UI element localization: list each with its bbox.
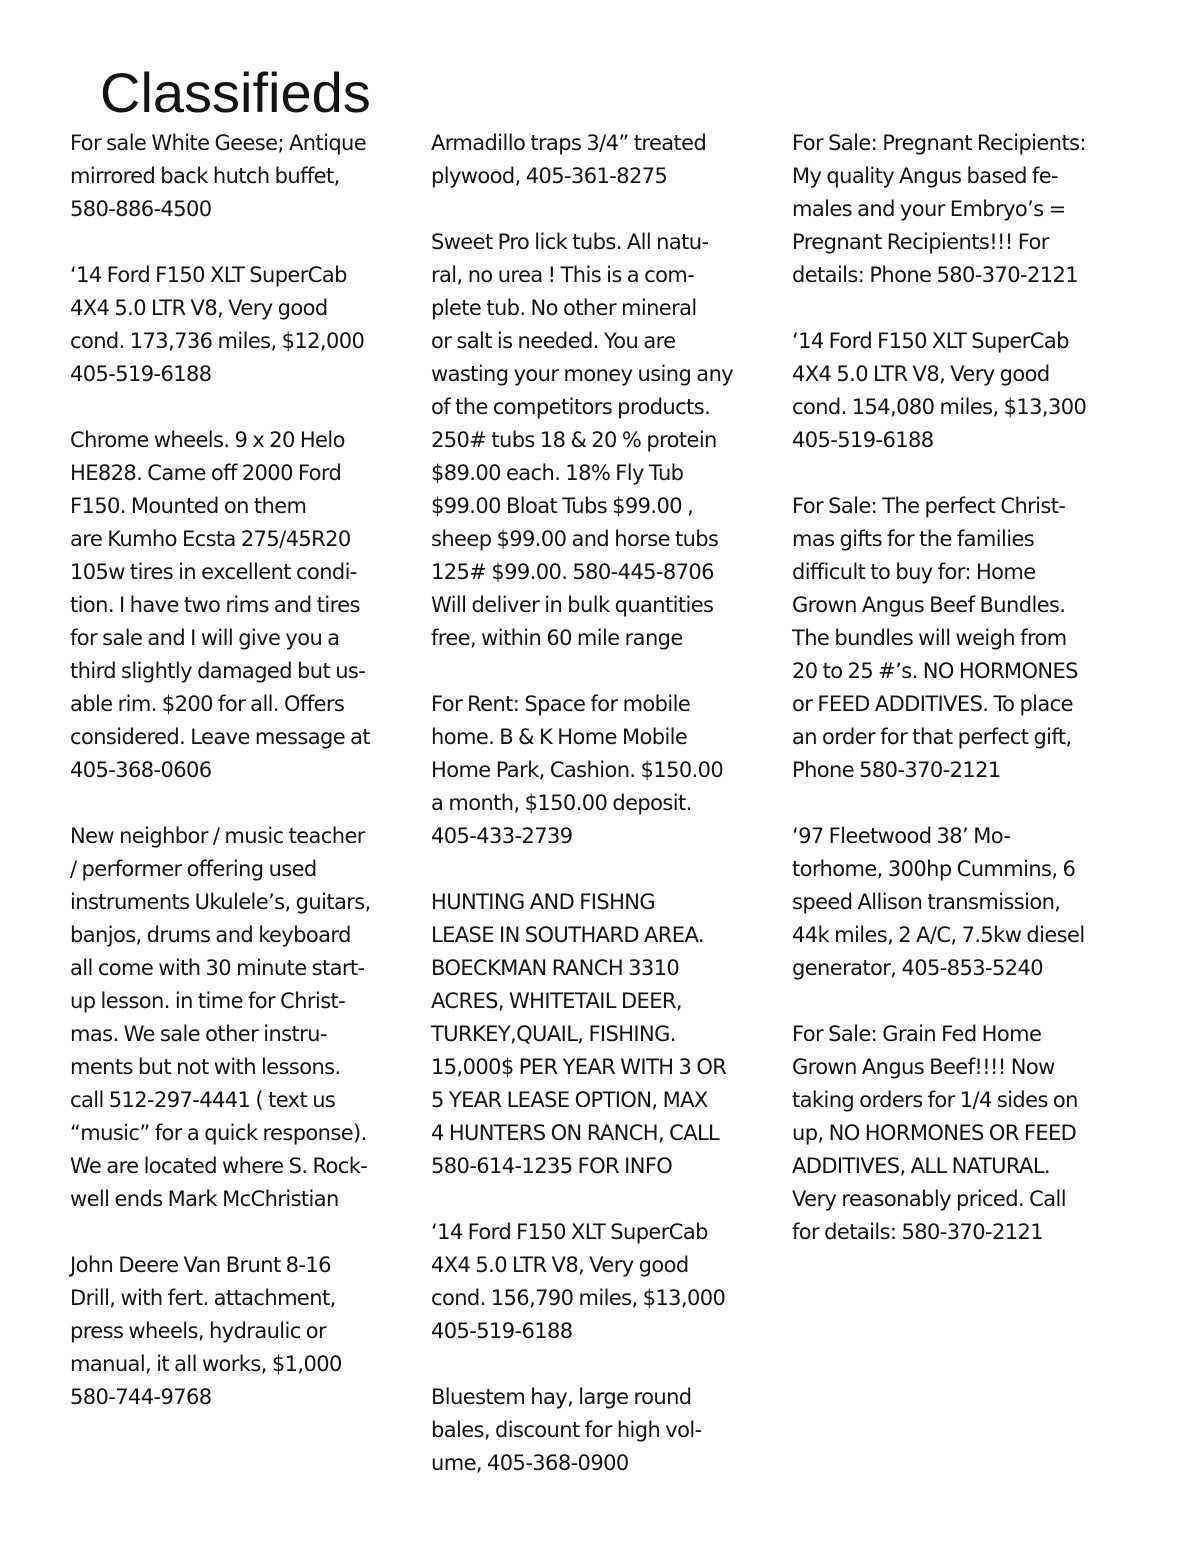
classifieds-column-3	[792, 127, 1142, 1282]
classified-ad: ‘97 Fleetwood 38’ Mo- torhome, 300hp Cummins, 6 speed Allison transmission, 44k miles, 2 A/C, 7.5kw diesel generator, 405-853-5240	[792, 824, 1085, 980]
classifieds-column-1	[70, 127, 420, 1447]
page-title: Classifieds	[100, 61, 371, 124]
classified-ad: Armadillo traps 3/4” treated plywood, 405-361-8275	[431, 131, 707, 188]
classified-ad: ‘14 Ford F150 XLT SuperCab 4X4 5.0 LTR V8, Very good cond. 156,790 miles, $13,000 405-519-6188	[431, 1220, 726, 1343]
classified-ad: ‘14 Ford F150 XLT SuperCab 4X4 5.0 LTR V8, Very good cond. 154,080 miles, $13,300 405-519-6188	[792, 329, 1087, 452]
classified-ad: For sale White Geese; Antique mirrored back hutch buffet, 580-886-4500	[70, 131, 367, 221]
classified-ad: ‘14 Ford F150 XLT SuperCab 4X4 5.0 LTR V8, Very good cond. 173,736 miles, $12,000 405-519-6188	[70, 263, 365, 386]
classified-ad: Sweet Pro lick tubs. All natu- ral, no urea ! This is a com- plete tub. No other mineral or salt is needed. You are wasting your money using any of the competitors products. 250# tubs 18 & 20 % protein $89.00 each. 18% Fly Tub $99.00 Bloat Tubs $99.00 , sheep $99.00 and horse tubs 125# $99.00. 580-445-8706 Will deliver in bulk quantities free, within 60 mile range	[431, 230, 734, 650]
classified-ad: John Deere Van Brunt 8-16 Drill, with fert. attachment, press wheels, hydraulic or manual, it all works, $1,000 580-744-9768	[70, 1253, 342, 1409]
classified-ad: HUNTING AND FISHNG LEASE IN SOUTHARD AREA. BOECKMAN RANCH 3310 ACRES, WHITETAIL DEER, TURKEY,QUAIL, FISHING. 15,000$ PER YEAR WITH 3 OR 5 YEAR LEASE OPTION, MAX 4 HUNTERS ON RANCH, CALL 580-614-1235 FOR INFO	[431, 890, 727, 1178]
classified-ad: For Rent: Space for mobile home. B & K Home Mobile Home Park, Cashion. $150.00 a month, $150.00 deposit. 405-433-2739	[431, 692, 724, 848]
classified-ad: Bluestem hay, large round bales, discount for high vol- ume, 405-368-0900	[431, 1385, 702, 1475]
classified-ad: New neighbor / music teacher / performer offering used instruments Ukulele’s, guitars, banjos, drums and keyboard all come with 30 minute start- up lesson. in time for Christ- mas. We sale other instru- ments but not with lessons. call 512-297-4441 ( text us “music” for a quick response). We are located where S. Rock- well ends Mark McChristian	[70, 824, 371, 1211]
classified-ad: For Sale: Grain Fed Home Grown Angus Beef!!!! Now taking orders for 1/4 sides on up, NO HORMONES OR FEED ADDITIVES, ALL NATURAL. Very reasonably priced. Call for details: 580-370-2121	[792, 1022, 1078, 1244]
classified-ad: Chrome wheels. 9 x 20 Helo HE828. Came off 2000 Ford F150. Mounted on them are Kumho Ecsta 275/45R20 105w tires in excellent condi- tion. I have two rims and tires for sale and I will give you a third slightly damaged but us- able rim. $200 for all. Offers considered. Leave message at 405-368-0606	[70, 428, 370, 782]
classified-ad: For Sale: The perfect Christ- mas gifts for the families difficult to buy for: Home Grown Angus Beef Bundles. The bundles will weigh from 20 to 25 #’s. NO HORMONES or FEED ADDITIVES. To place an order for that perfect gift, Phone 580-370-2121	[792, 494, 1078, 782]
classified-ad: For Sale: Pregnant Recipients: My quality Angus based fe- males and your Embryo’s = Pregnant Recipients!!! For details: Phone 580-370-2121	[792, 131, 1086, 287]
classifieds-column-2	[431, 127, 781, 1513]
